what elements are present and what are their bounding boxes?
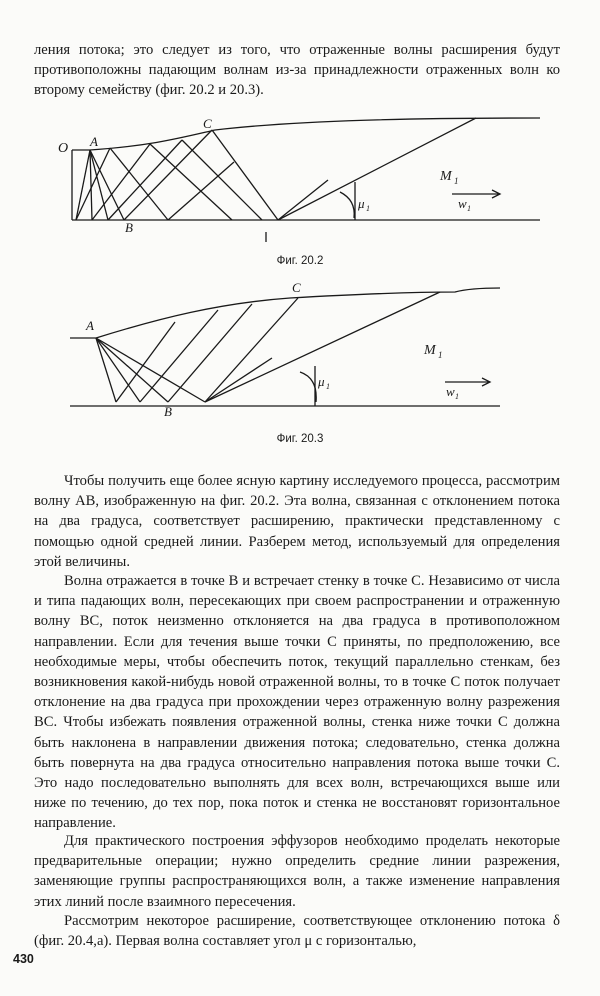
label-mu: μ [358, 196, 365, 211]
label-w: w [446, 384, 455, 399]
label-M: M [440, 169, 452, 184]
paragraph-2: Волна отражается в точке B и встречает стенку в точке C. Независимо от числа и типа падающих волн, пересекающих при своем распространении и отраженную волну BC, поток неизменно отклоняется на два градуса в противоположном направлении. Если для течения выше точки C приняты, по предположению, все необходимые меры, чтобы обеспечить поток, текущий параллельно стенкам, без возникновения какой-нибудь новой отраженной волны, то в точке C поток получает отклонение на два градуса при прохождении через отраженную волну разрежения BC. Чтобы избежать появления отраженной волны, стенка ниже точки C должна быть наклонена в направлении движения потока; следовательно, стенка должна быть повернута на два градуса относительно направления потока выше точки C. Это надо последовательно выполнять для всех волн, встречающихся выше или ниже по течению, до тех пор, пока поток и стенка не восстановят горизонтальное направление. [34, 573, 560, 832]
figure-caption-20-3: Фиг. 20.3 [276, 433, 324, 445]
paragraph-3: Для практического построения эффузоров необходимо проделать некоторые предварительные операции; нужно определить средние линии разрежения, заменяющие группы распространяющихся волн, а также изменение направления этих линий после взаимного пересечения. [34, 833, 560, 910]
label-C: C [292, 280, 301, 295]
figure-caption-20-2: Фиг. 20.2 [276, 255, 324, 267]
paragraph-4: Рассмотрим некоторое расширение, соответствующее отклонению потока δ (фиг. 20.4,a). Первая волна составляет угол μ с горизонталью, [34, 913, 560, 950]
label-mu-sub: 1 [366, 204, 370, 213]
label-mu: μ [318, 374, 325, 389]
label-w-sub: 1 [467, 204, 471, 213]
label-mu-sub: 1 [326, 382, 330, 391]
label-C: C [203, 116, 212, 131]
label-M-sub: 1 [438, 350, 443, 360]
label-M-sub: 1 [454, 176, 459, 186]
label-A: A [86, 318, 94, 333]
paragraph-continued: ления потока; это следует из того, что отраженные волны расширения будут противоположны падающим волнам из-за принадлежности отраженных волн ко второму семейству (фиг. 20.2 и 20.3). [34, 42, 560, 99]
label-w-sub: 1 [455, 392, 459, 401]
figure-20-3 [0, 278, 600, 428]
label-B: B [164, 404, 172, 419]
label-B: B [125, 220, 133, 235]
label-A: A [90, 134, 98, 149]
paragraph-1: Чтобы получить еще более ясную картину исследуемого процесса, рассмотрим волну AB, изображенную на фиг. 20.2. Эта волна, связанная с отклонением потока на два градуса, соответствует расширению, практически представленному с помощью одной средней линии. Разберем метод, используемый для определения этой величины. [34, 473, 560, 570]
label-M: M [424, 343, 436, 358]
upper-wall [72, 118, 540, 150]
label-O: O [58, 141, 69, 156]
label-w: w [458, 196, 467, 211]
page-number: 430 [13, 952, 34, 966]
